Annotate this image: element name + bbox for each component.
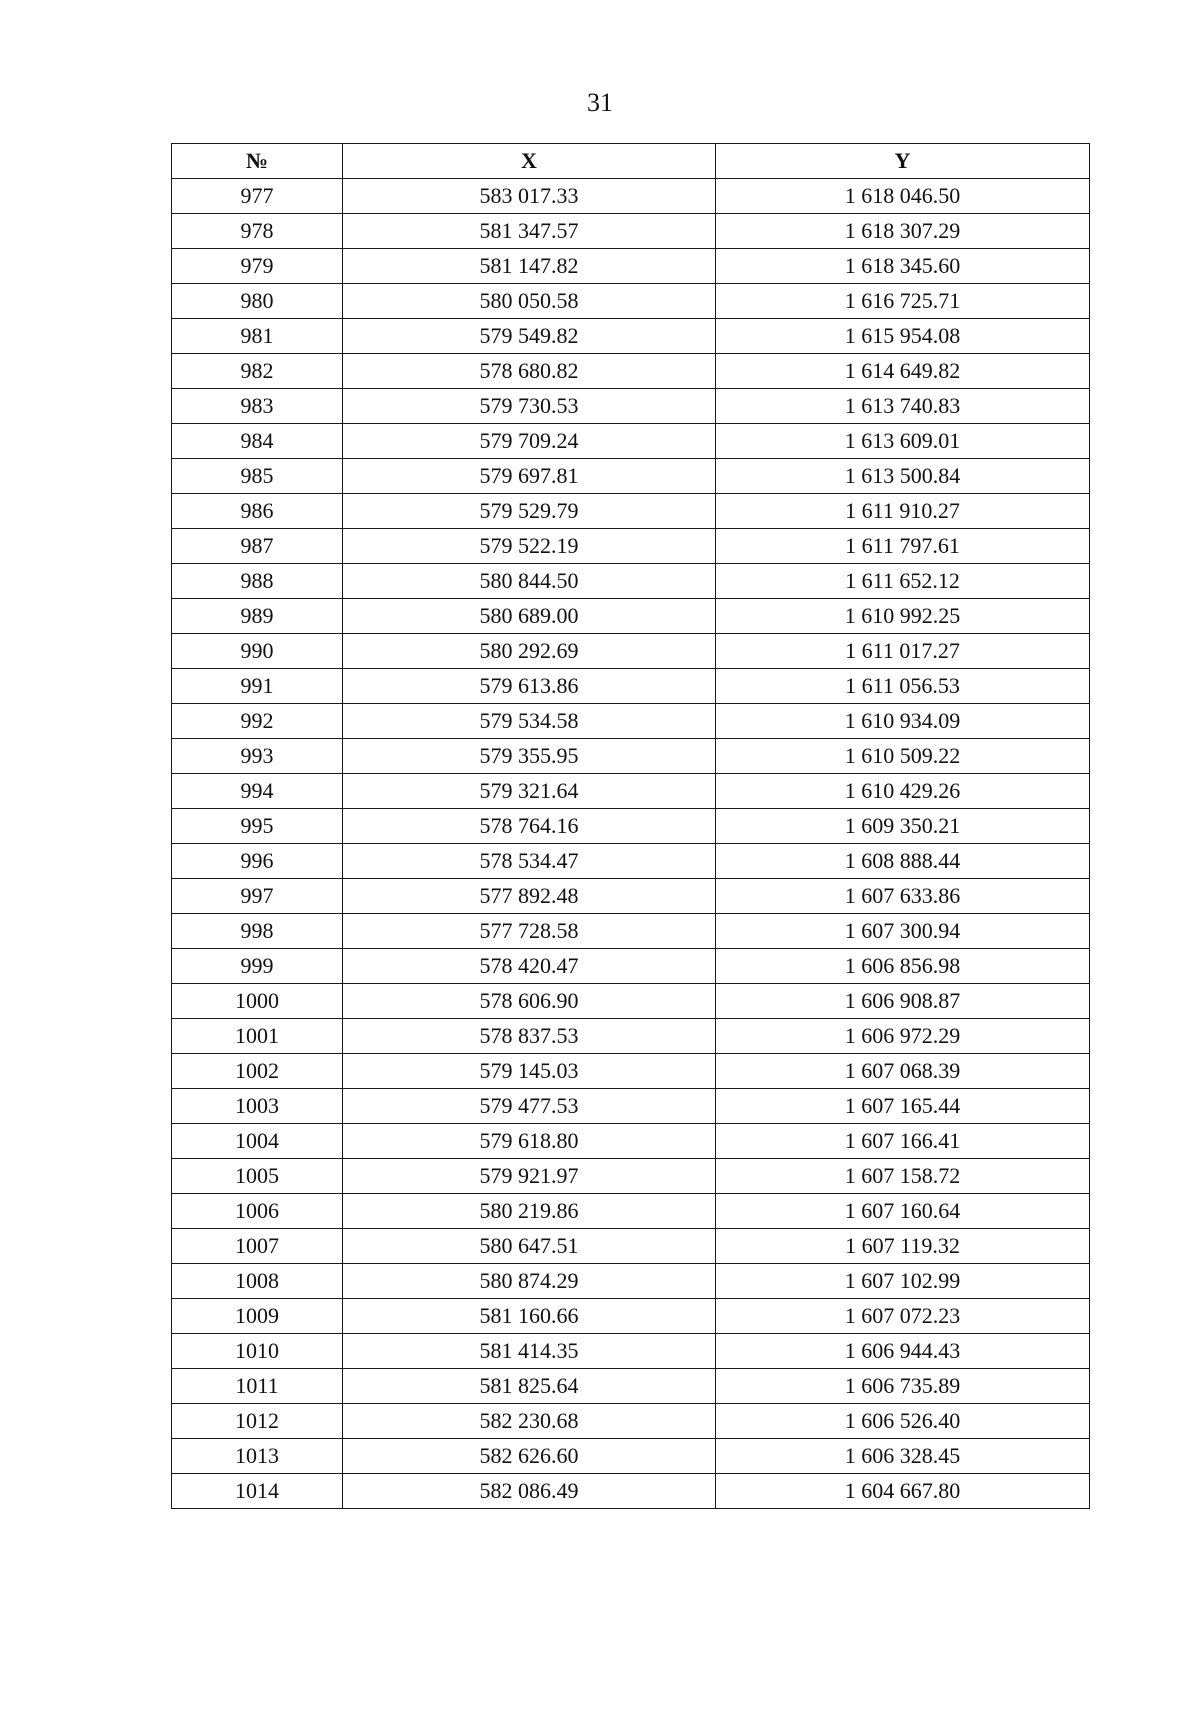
cell-y: 1 606 972.29 xyxy=(716,1019,1090,1054)
cell-y: 1 607 119.32 xyxy=(716,1229,1090,1264)
cell-number: 987 xyxy=(172,529,343,564)
table-row xyxy=(172,949,1090,984)
cell-y: 1 610 429.26 xyxy=(716,774,1090,809)
cell-x: 579 145.03 xyxy=(343,1054,716,1089)
cell-x: 582 230.68 xyxy=(343,1404,716,1439)
cell-number: 1011 xyxy=(172,1369,343,1404)
table-row xyxy=(172,389,1090,424)
table-row xyxy=(172,179,1090,214)
cell-number: 986 xyxy=(172,494,343,529)
table-row xyxy=(172,739,1090,774)
table-row xyxy=(172,1019,1090,1054)
cell-number: 982 xyxy=(172,354,343,389)
cell-number: 1006 xyxy=(172,1194,343,1229)
cell-number: 1004 xyxy=(172,1124,343,1159)
cell-y: 1 611 017.27 xyxy=(716,634,1090,669)
table-row xyxy=(172,1054,1090,1089)
cell-number: 977 xyxy=(172,179,343,214)
cell-y: 1 613 609.01 xyxy=(716,424,1090,459)
cell-y: 1 614 649.82 xyxy=(716,354,1090,389)
cell-number: 981 xyxy=(172,319,343,354)
cell-x: 579 534.58 xyxy=(343,704,716,739)
cell-number: 993 xyxy=(172,739,343,774)
cell-y: 1 607 160.64 xyxy=(716,1194,1090,1229)
table-row xyxy=(172,354,1090,389)
table-row xyxy=(172,809,1090,844)
cell-x: 581 160.66 xyxy=(343,1299,716,1334)
table-row xyxy=(172,1089,1090,1124)
cell-number: 994 xyxy=(172,774,343,809)
cell-number: 1008 xyxy=(172,1264,343,1299)
table-row xyxy=(172,1404,1090,1439)
cell-x: 579 522.19 xyxy=(343,529,716,564)
cell-number: 1001 xyxy=(172,1019,343,1054)
cell-x: 582 086.49 xyxy=(343,1474,716,1509)
cell-y: 1 616 725.71 xyxy=(716,284,1090,319)
cell-x: 580 050.58 xyxy=(343,284,716,319)
cell-y: 1 611 910.27 xyxy=(716,494,1090,529)
cell-x: 581 147.82 xyxy=(343,249,716,284)
cell-x: 579 355.95 xyxy=(343,739,716,774)
cell-x: 579 730.53 xyxy=(343,389,716,424)
cell-y: 1 608 888.44 xyxy=(716,844,1090,879)
cell-number: 990 xyxy=(172,634,343,669)
table-row xyxy=(172,879,1090,914)
cell-number: 992 xyxy=(172,704,343,739)
cell-x: 580 292.69 xyxy=(343,634,716,669)
header-y: Y xyxy=(716,144,1090,179)
cell-y: 1 611 056.53 xyxy=(716,669,1090,704)
cell-x: 580 689.00 xyxy=(343,599,716,634)
cell-x: 579 697.81 xyxy=(343,459,716,494)
cell-number: 979 xyxy=(172,249,343,284)
cell-y: 1 610 509.22 xyxy=(716,739,1090,774)
cell-y: 1 618 307.29 xyxy=(716,214,1090,249)
cell-number: 999 xyxy=(172,949,343,984)
cell-x: 578 420.47 xyxy=(343,949,716,984)
cell-y: 1 607 633.86 xyxy=(716,879,1090,914)
page-number: 31 xyxy=(587,88,613,117)
cell-x: 578 764.16 xyxy=(343,809,716,844)
cell-y: 1 607 072.23 xyxy=(716,1299,1090,1334)
cell-number: 991 xyxy=(172,669,343,704)
cell-number: 1010 xyxy=(172,1334,343,1369)
cell-number: 985 xyxy=(172,459,343,494)
cell-number: 988 xyxy=(172,564,343,599)
cell-number: 980 xyxy=(172,284,343,319)
cell-number: 984 xyxy=(172,424,343,459)
table-row xyxy=(172,1474,1090,1509)
cell-y: 1 618 046.50 xyxy=(716,179,1090,214)
table-row xyxy=(172,1334,1090,1369)
table-row xyxy=(172,1369,1090,1404)
table-row xyxy=(172,1159,1090,1194)
table-row xyxy=(172,774,1090,809)
cell-x: 582 626.60 xyxy=(343,1439,716,1474)
table-row xyxy=(172,599,1090,634)
cell-y: 1 606 735.89 xyxy=(716,1369,1090,1404)
cell-x: 581 347.57 xyxy=(343,214,716,249)
cell-number: 995 xyxy=(172,809,343,844)
table-row xyxy=(172,214,1090,249)
table-row xyxy=(172,564,1090,599)
cell-number: 1012 xyxy=(172,1404,343,1439)
cell-number: 978 xyxy=(172,214,343,249)
table-row xyxy=(172,494,1090,529)
cell-number: 1005 xyxy=(172,1159,343,1194)
cell-x: 579 321.64 xyxy=(343,774,716,809)
table-row xyxy=(172,984,1090,1019)
cell-x: 579 618.80 xyxy=(343,1124,716,1159)
table-row xyxy=(172,319,1090,354)
cell-number: 998 xyxy=(172,914,343,949)
cell-x: 581 414.35 xyxy=(343,1334,716,1369)
cell-number: 997 xyxy=(172,879,343,914)
cell-number: 983 xyxy=(172,389,343,424)
cell-x: 580 647.51 xyxy=(343,1229,716,1264)
table-row xyxy=(172,669,1090,704)
cell-y: 1 606 908.87 xyxy=(716,984,1090,1019)
table-row xyxy=(172,844,1090,879)
table-header-row xyxy=(172,144,1090,179)
table-row xyxy=(172,634,1090,669)
cell-y: 1 606 328.45 xyxy=(716,1439,1090,1474)
cell-number: 1002 xyxy=(172,1054,343,1089)
cell-x: 580 874.29 xyxy=(343,1264,716,1299)
cell-y: 1 613 500.84 xyxy=(716,459,1090,494)
cell-y: 1 611 797.61 xyxy=(716,529,1090,564)
table-row xyxy=(172,459,1090,494)
cell-number: 1013 xyxy=(172,1439,343,1474)
header-x: X xyxy=(343,144,716,179)
cell-x: 577 728.58 xyxy=(343,914,716,949)
header-number: № xyxy=(172,144,343,179)
table-row xyxy=(172,1229,1090,1264)
cell-x: 579 529.79 xyxy=(343,494,716,529)
cell-y: 1 613 740.83 xyxy=(716,389,1090,424)
cell-number: 1007 xyxy=(172,1229,343,1264)
cell-number: 1014 xyxy=(172,1474,343,1509)
cell-x: 579 549.82 xyxy=(343,319,716,354)
table-row xyxy=(172,249,1090,284)
cell-y: 1 607 300.94 xyxy=(716,914,1090,949)
table-body xyxy=(172,179,1090,1509)
cell-number: 1009 xyxy=(172,1299,343,1334)
table-row xyxy=(172,914,1090,949)
cell-x: 579 613.86 xyxy=(343,669,716,704)
table-row xyxy=(172,1124,1090,1159)
cell-x: 579 709.24 xyxy=(343,424,716,459)
cell-x: 578 534.47 xyxy=(343,844,716,879)
cell-x: 578 837.53 xyxy=(343,1019,716,1054)
cell-number: 1003 xyxy=(172,1089,343,1124)
cell-y: 1 609 350.21 xyxy=(716,809,1090,844)
cell-x: 578 606.90 xyxy=(343,984,716,1019)
cell-x: 580 219.86 xyxy=(343,1194,716,1229)
table-row xyxy=(172,1439,1090,1474)
table-row xyxy=(172,1299,1090,1334)
cell-y: 1 610 934.09 xyxy=(716,704,1090,739)
cell-y: 1 607 068.39 xyxy=(716,1054,1090,1089)
table-row xyxy=(172,704,1090,739)
cell-x: 580 844.50 xyxy=(343,564,716,599)
cell-number: 996 xyxy=(172,844,343,879)
cell-y: 1 606 526.40 xyxy=(716,1404,1090,1439)
cell-y: 1 607 165.44 xyxy=(716,1089,1090,1124)
cell-y: 1 606 856.98 xyxy=(716,949,1090,984)
cell-y: 1 615 954.08 xyxy=(716,319,1090,354)
table-row xyxy=(172,1264,1090,1299)
cell-y: 1 611 652.12 xyxy=(716,564,1090,599)
cell-y: 1 606 944.43 xyxy=(716,1334,1090,1369)
cell-y: 1 610 992.25 xyxy=(716,599,1090,634)
cell-x: 579 921.97 xyxy=(343,1159,716,1194)
cell-x: 581 825.64 xyxy=(343,1369,716,1404)
cell-y: 1 607 166.41 xyxy=(716,1124,1090,1159)
coordinates-table xyxy=(171,143,1090,1509)
table-row xyxy=(172,424,1090,459)
cell-y: 1 607 102.99 xyxy=(716,1264,1090,1299)
cell-y: 1 607 158.72 xyxy=(716,1159,1090,1194)
cell-x: 579 477.53 xyxy=(343,1089,716,1124)
cell-x: 583 017.33 xyxy=(343,179,716,214)
cell-x: 578 680.82 xyxy=(343,354,716,389)
table-row xyxy=(172,1194,1090,1229)
table-row xyxy=(172,529,1090,564)
cell-x: 577 892.48 xyxy=(343,879,716,914)
table-row xyxy=(172,284,1090,319)
cell-y: 1 604 667.80 xyxy=(716,1474,1090,1509)
cell-number: 989 xyxy=(172,599,343,634)
cell-number: 1000 xyxy=(172,984,343,1019)
cell-y: 1 618 345.60 xyxy=(716,249,1090,284)
